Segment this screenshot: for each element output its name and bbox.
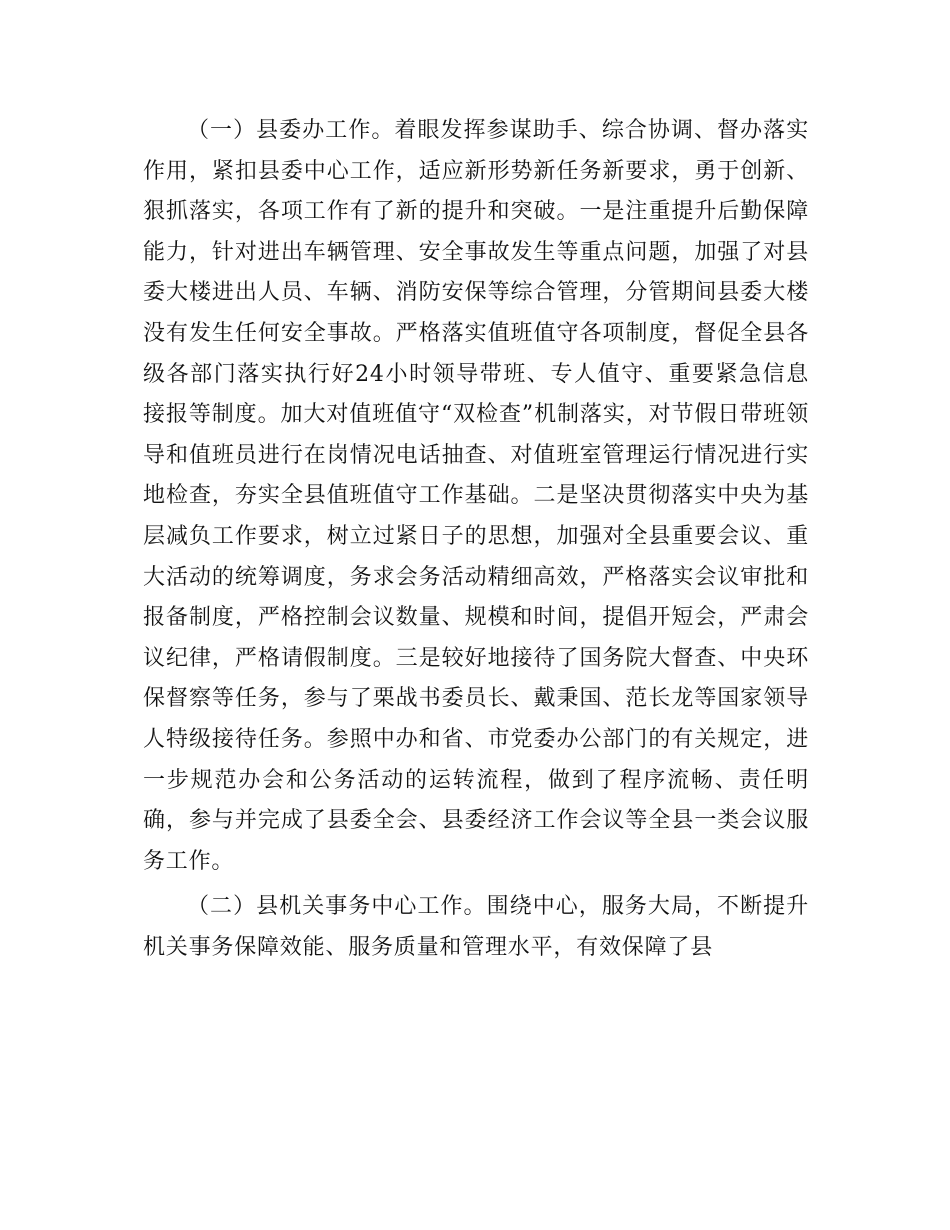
paragraph-county-committee-office: （一）县委办工作。着眼发挥参谋助手、综合协调、督办落实作用，紧扣县委中心工作，适应新形势新任务新要求，勇于创新、狠抓落实，各项工作有了新的提升和突破。一是注重提升后勤保障能力，针对进出车辆管理、安全事故发生等重点问题，加强了对县委大楼进出人员、车辆、消防安保等综合管理，分管期间县委大楼没有发生任何安全事故。严格落实值班值守各项制度，督促全县各级各部门落实执行好24小时领导带班、专人值守、重要紧急信息接报等制度。加大对值班值守“双检查”机制落实，对节假日带班领导和值班员进行在岗情况电话抽查、对值班室管理运行情况进行实地检查，夯实全县值班值守工作基础。二是坚决贯彻落实中央为基层减负工作要求，树立过紧日子的思想，加强对全县重要会议、重大活动的统筹调度，务求会务活动精细高效，严格落实会议审批和报备制度，严格控制会议数量、规模和时间，提倡开短会，严肃会议纪律，严格请假制度。三是较好地接待了国务院大督查、中央环保督察等任务，参与了栗战书委员长、戴秉国、范长龙等国家领导人特级接待任务。参照中办和省、市党委办公部门的有关规定，进一步规范办会和公务活动的运转流程，做到了程序流畅、责任明确，参与并完成了县委全会、县委经济工作会议等全县一类会议服务工作。 [143,118,809,874]
paragraph-affairs-center: （二）县机关事务中心工作。围绕中心，服务大局，不断提升机关事务保障效能、服务质量和管理水平，有效保障了县 [143,894,809,960]
document-body [143,111,809,968]
